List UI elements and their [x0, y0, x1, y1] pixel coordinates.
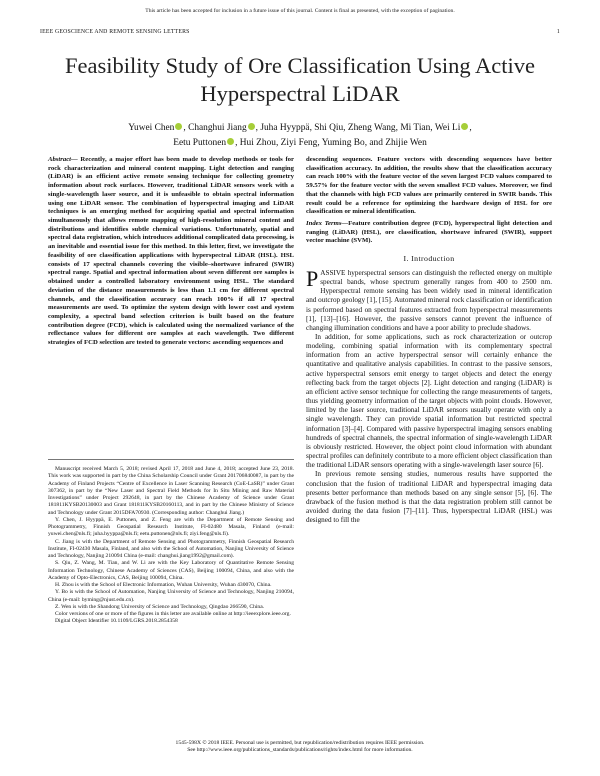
- rights-link[interactable]: See http://www.ieee.org/publications_standards/publications/rights/index.html for more information.: [187, 747, 413, 753]
- intro-paragraph: In previous remote sensing studies, numerous results have supported the conclusion that the fusion of traditional LiDAR and hyperspectral imaging data presents better performance than methods based on any single sensor [5], [6]. The drawback of the fusion method is that the data registration problem still cannot be avoided during the data fusion [7]–[11]. Thus, hyperspectral LiDAR (HSL) was designed to fill the: [306, 470, 552, 525]
- author-name: and Zhijie Wen: [369, 138, 427, 148]
- index-terms-lead: Index Terms—: [306, 220, 349, 228]
- index-terms: [306, 220, 552, 246]
- footnote: Color versions of one or more of the figures in this letter are available online at http://ieeexplore.ieee.org.: [55, 611, 291, 617]
- left-column: [48, 156, 294, 348]
- orcid-icon[interactable]: [248, 123, 255, 130]
- abstract-continued: descending sequences. Feature vectors with descending sequences have better classification accuracy. In addition, the results show that the classification accuracy can reach 100% with the feature vector of the seven largest FCD values compared to 59.57% for the feature vector with the seven smallest FCD values. Moreover, we find that the channels with high FCD values are primarily centered in SWIR bands. This result could be a reference for optimizing the hardware design of HSL for ore classification or mineral identification.: [306, 156, 552, 216]
- abstract-lead: Abstract—: [48, 156, 78, 163]
- footnote: Digital Object Identifier 10.1109/LGRS.2018.2854358: [55, 618, 178, 625]
- author-name: Mi Tian: [400, 123, 431, 133]
- abstract-text: Recently, a major effort has been made to develop methods or tools for rock characterization and mineral content mapping. Light detection and ranging (LiDAR) is an efficient active remote sensing technique for collecting geometry information about rock surfaces. However, traditional LiDAR sensors work with a single-wavelength laser source, and it is unfeasible to obtain spectral information using one LiDAR sensor. The combination of hyperspectral imaging and LiDAR techniques is an emerging method for acquiring spatial and spectral information simultaneously that allows remote mapping of high-resolution mineral content and distributions and identifies subtle chemical variations. Unfortunately, spatial and spectral data registration, which introduces additional complicated data processing, is an inevitable and essential issue for this method. In this letter, first, we investigate the feasibility of ore classification applications with hyperspectral LiDAR (HSL). HSL consists of 17 spectral channels covering the visible–shortwave infrared (SWIR) spectral range. Spatial and spectral information about seven different ore samples is obtained under a controlled laboratory environment using HSL. The standard deviation of the distance measurements is less than 1.1 cm for different spectral channels, and the classification accuracy can reach 100% if all 17 spectral measurements are used. To optimize the system design with lower cost and system complexity, a spectral band selection criterion is built based on the feature contribution degree (FCD), which is calculated using the normalized variance of the reflectance values for different ore samples at each wavelength. Two different strategies of FCD selection are tested to generate vectors: ascending sequences and: [48, 156, 294, 347]
- author-name: Ziyi Feng: [280, 138, 318, 148]
- orcid-icon[interactable]: [175, 123, 182, 130]
- author-name: Shi Qiu: [314, 123, 344, 133]
- orcid-icon[interactable]: [461, 123, 468, 130]
- author-list: Yuwei Chen , Changhui Jiang , Juha Hyyppä, Shi Qiu, Zheng Wang, Mi Tian, Wei Li , Eetu Puttonen , Hui Zhou, Ziyi Feng, Yuming Bo, and Zhijie Wen: [128, 123, 472, 148]
- intro-paragraph-text: ASSIVE hyperspectral sensors can distinguish the reflected energy on multiple spectral bands, whose spectrum generally ranges from 400 to 2500 nm. Hyperspectral remote sensing has been widely used in mineral identification and outcrop geology [1], [15]. Automated mineral rock classification or identification is performed based on spectral features extracted from hyperspectral measurements [1], [13]–[16]. However, the passive sensors cannot prevent the influence of changing illumination conditions and have a poor ability to preclude shadows.: [306, 268, 552, 332]
- copyright-line: 1545-598X © 2018 IEEE. Personal use is permitted, but republication/redistribution requires IEEE permission.: [175, 740, 425, 746]
- author-name: Wei Li: [434, 123, 461, 133]
- author-name: Hui Zhou: [239, 138, 276, 148]
- abstract: [48, 156, 294, 348]
- author-name: Changhui Jiang: [188, 123, 247, 133]
- section-heading: I. Introduction: [403, 254, 455, 264]
- footnote: Z. Wen is with the Shandong University of Science and Technology, Qingdao 266590, China.: [55, 603, 265, 610]
- footnote: Y. Chen, J. Hyyppä, E. Puttonen, and Z. Feng are with the Department of Remote Sensing and Photogrammetry, Finnish Geospatial Research Institute, FI-02480 Masala, Finland (e-mail: yuwei.chen@nls.fi; juha.hyyppa@nls.fi; eetu.puttonen@nls.fi; ziyi.feng@nls.fi).: [48, 516, 294, 538]
- paper-title: Feasibility Study of Ore Classification Using Active Hyperspectral LiDAR: [65, 53, 535, 106]
- author-name: Eetu Puttonen: [173, 138, 227, 148]
- index-terms-text: Feature contribution degree (FCD), hyperspectral light detection and ranging (LiDAR) (HSL), ore classification, shortwave infrared (SWIR), support vector machine (SVM).: [306, 220, 552, 245]
- author-name: Yuming Bo: [321, 138, 365, 148]
- footnotes: [48, 466, 294, 626]
- footnote: Manuscript received March 5, 2018; revised April 17, 2018 and June 4, 2018; accepted June 23, 2018. This work was supported in part by the China Scholarship Council under Grant 201706840087, in part by the Academy of Finland Projects “Centre of Excellence in Laser Scanning Research (CoE-LaSR)” under Grant 307362, in part by the “New Laser and Spectral Field Methods for In Situ Mining and Raw Material Investigations” under Project 292648, in part by the Chinese Academy of Science under Grant 181811KYSB20130003 and Grant 181811KYSB20160113, and in part by the Chinese Ministry of Science and Technology under Grant 2015DFA70930. (Corresponding author: Changhui Jiang.): [48, 466, 294, 516]
- page-number: 1: [556, 29, 560, 35]
- running-head: [40, 29, 560, 35]
- author-name: Yuwei Chen: [128, 123, 175, 133]
- footnote: H. Zhou is with the School of Electronic Information, Wuhan University, Wuhan 430070, China.: [55, 582, 272, 588]
- footnote: Y. Bo is with the School of Automation, Nanjing University of Science and Technology, Nanjing 210094, China (e-mail: byming@njust.edu.cn).: [48, 589, 294, 603]
- right-column: [306, 156, 552, 525]
- footnote-divider: [48, 459, 294, 460]
- footnote: S. Qiu, Z. Wang, M. Tian, and W. Li are with the Key Laboratory of Quantitative Remote Sensing Information Technology, Chinese Academy of Sciences (CAS), Beijing 100094, China, and also with the Academy of Opto-Electronics, CAS, Beijing 100094, China.: [48, 560, 294, 581]
- intro-paragraph: In addition, for some applications, such as rock characterization or outcrop modeling, combining spatial information with its complementary spectral information from an active hyperspectral sensor will certainly enhance the quantitative and qualitative analysis capabilities. In contrast to the passive sensors, active hyperspectral sensors emit energy to target objects and detect the energy reflecting back from the target objects [2]. Light detection and ranging (LiDAR) is an efficient active sensor technique for collecting the range measurements of targets, thus yielding geometry information of the target objects with point clouds. However, limited by the laser source, traditional LiDAR sensors usually operate with only a single wavelength. They can provide spatial information but restricted spectral information [3]–[4]. Compared with passive hyperspectral imaging sensors enabling hundreds of spectral channels, the spectral information of single-wavelength LiDAR is obviously restricted. However, the object point cloud information with abundant spectral profiles can definitely contribute to a more efficient object classification than the traditional LiDAR sensors operating with a single-wavelength laser source [6].: [306, 333, 552, 470]
- footnote: C. Jiang is with the Department of Remote Sensing and Photogrammetry, Finnish Geospatial Research Institute, FI-02430 Masala, Finland, and also with the School of Automation, Nanjing University of Science and Technology, Nanjing 210094 China (e-mail: changhui.jiang1992@gmail.com).: [48, 538, 294, 559]
- journal-name: IEEE GEOSCIENCE AND REMOTE SENSING LETTERS: [40, 29, 190, 35]
- copyright-notice: [0, 740, 600, 754]
- author-name: Juha Hyyppä: [260, 123, 310, 133]
- introduction-body: [306, 265, 552, 525]
- orcid-icon[interactable]: [227, 138, 234, 145]
- acceptance-note: This article has been accepted for inclusion in a future issue of this journal. Content is final as presented, with the exception of pagination.: [145, 8, 455, 14]
- drop-cap: P: [306, 265, 319, 291]
- intro-paragraph: [306, 265, 552, 333]
- author-name: Zheng Wang: [347, 123, 396, 133]
